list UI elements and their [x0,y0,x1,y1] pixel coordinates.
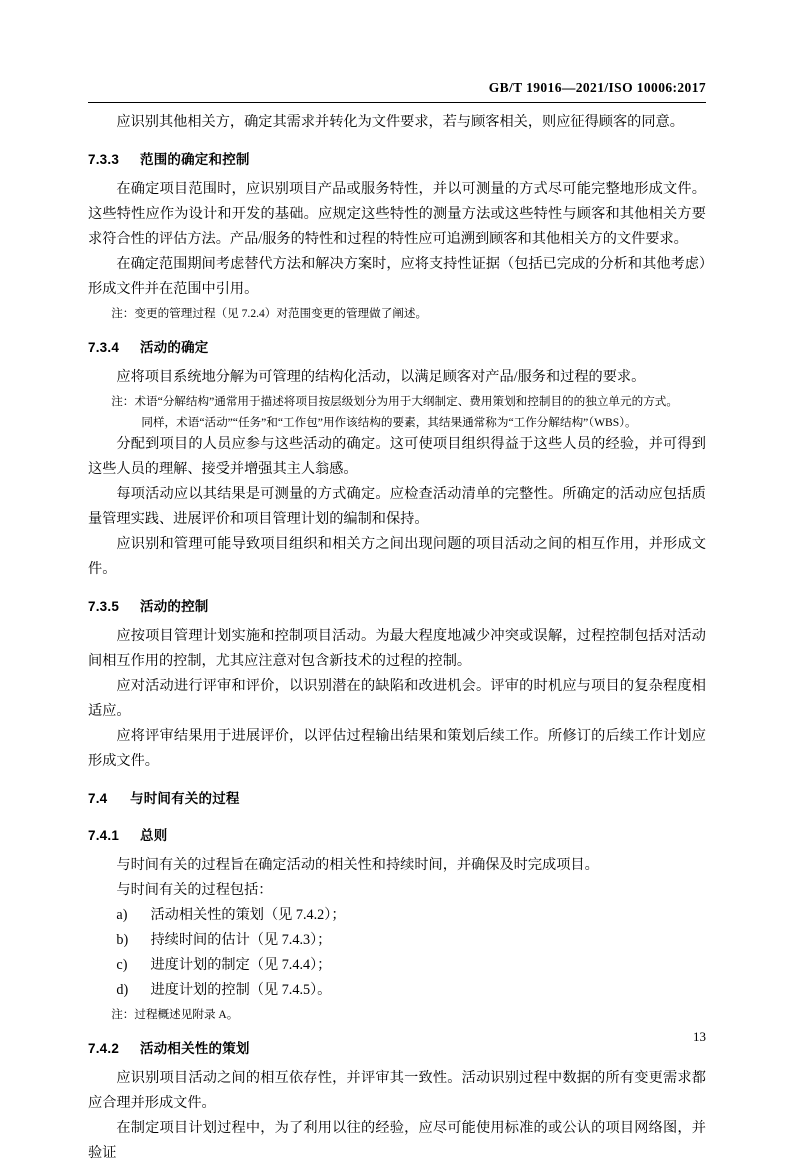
paragraph-7-3-4-2: 分配到项目的人员应参与这些活动的确定。这可使项目组织得益于这些人员的经验，并可得到这些人员的理解、接受并增强其主人翁感。 [88,436,706,477]
list-item-text: 活动相关性的策划（见 7.4.2）； [150,907,346,923]
heading-7-4-2-number: 7.4.2 [88,1041,120,1056]
heading-7-3-3-title: 范围的确定和控制 [140,152,250,167]
paragraph-7-4-2-2: 在制定项目计划过程中，为了利用以往的经验，应尽可能使用标准的或公认的项目网络图，并验证 [88,1120,706,1161]
heading-7-4-1-number: 7.4.1 [88,828,120,843]
heading-7-4-title: 与时间有关的过程 [130,791,240,806]
paragraph-7-3-4-3: 每项活动应以其结果是可测量的方式确定。应检查活动清单的完整性。所确定的活动应包括质量管理实践、进展评价和项目管理计划的编制和保持。 [88,486,706,527]
list-item-text: 进度计划的制定（见 7.4.4）； [150,957,332,973]
paragraph-7-3-5-3: 应将评审结果用于进展评价，以评估过程输出结果和策划后续工作。所修订的后续工作计划应形成文件。 [88,728,706,769]
header-divider [88,102,706,103]
standard-reference: GB/T 19016—2021/ISO 10006:2017 [488,80,706,95]
note-7-4-1: 注：过程概述见附录 A。 [111,1008,239,1021]
heading-7-4-1 [88,824,706,848]
heading-7-4 [88,787,706,811]
paragraph-7-4-2-1: 应识别项目活动之间的相互依存性，并评审其一致性。活动识别过程中数据的所有变更需求都应合理并形成文件。 [88,1070,706,1111]
page-header [88,80,706,102]
list-item [88,928,706,953]
note-7-3-4-continuation: 同样，术语“活动”“任务”和“工作包”用作该结构的要素，其结果通常称为“工作分解结构”（WBS）。 [141,416,637,429]
heading-7-3-5-number: 7.3.5 [88,599,120,614]
list-item-label: a) [116,907,128,923]
paragraph-7-3-4-4: 应识别和管理可能导致项目组织和相关方之间出现问题的项目活动之间的相互作用，并形成文件。 [88,536,706,577]
lead-paragraph: 应识别其他相关方，确定其需求并转化为文件要求，若与顾客相关，则应征得顾客的同意。 [116,114,684,130]
paragraph-7-3-4-1: 应将项目系统地分解为可管理的结构化活动，以满足顾客对产品/服务和过程的要求。 [116,369,646,385]
heading-7-3-5 [88,595,706,619]
heading-7-3-4-title: 活动的确定 [140,340,209,355]
paragraph-7-4-1-1: 与时间有关的过程旨在确定活动的相关性和持续时间，并确保及时完成项目。 [116,857,599,873]
page-number: 13 [693,1029,706,1044]
paragraph-7-3-5-1: 应按项目管理计划实施和控制项目活动。为最大程度地减少冲突或误解，过程控制包括对活动间相互作用的控制，尤其应注意对包含新技术的过程的控制。 [88,628,706,669]
list-item-label: b) [116,932,129,948]
list-item-text: 进度计划的控制（见 7.4.5）。 [150,982,332,998]
list-item-text: 持续时间的估计（见 7.4.3）； [150,932,332,948]
note-7-3-3: 注：变更的管理过程（见 7.2.4）对范围变更的管理做了阐述。 [111,307,428,320]
list-item [88,903,706,928]
heading-7-3-4 [88,336,706,360]
list-item [88,978,706,1003]
paragraph-7-4-1-2: 与时间有关的过程包括： [116,882,273,898]
heading-7-3-3-number: 7.3.3 [88,152,120,167]
paragraph-7-3-3-1: 在确定项目范围时，应识别项目产品或服务特性，并以可测量的方式尽可能完整地形成文件。这些特性应作为设计和开发的基础。应规定这些特性的测量方法或这些特性与顾客和其他相关方要求符合性的评估方法。产品/服务的特性和过程的特性应可追溯到顾客和其他相关方的文件要求。 [88,181,706,247]
heading-7-3-5-title: 活动的控制 [140,599,209,614]
list-item [88,953,706,978]
heading-7-4-number: 7.4 [88,791,108,806]
page-content [88,110,706,1166]
heading-7-4-2-title: 活动相关性的策划 [140,1041,250,1056]
heading-7-4-1-title: 总则 [140,828,168,843]
list-item-label: c) [116,957,128,973]
paragraph-7-3-3-2: 在确定范围期间考虑替代方法和解决方案时，应将支持性证据（包括已完成的分析和其他考虑）形成文件并在范围中引用。 [88,256,706,297]
heading-7-4-2 [88,1037,706,1061]
list-item-label: d) [116,982,129,998]
paragraph-7-3-5-2: 应对活动进行评审和评价，以识别潜在的缺陷和改进机会。评审的时机应与项目的复杂程度相适应。 [88,678,706,719]
heading-7-3-3 [88,148,706,172]
note-7-3-4: 注：术语“分解结构”通常用于描述将项目按层级划分为用于大纲制定、费用策划和控制目的的独立单元的方式。 [111,395,678,408]
heading-7-3-4-number: 7.3.4 [88,340,120,355]
